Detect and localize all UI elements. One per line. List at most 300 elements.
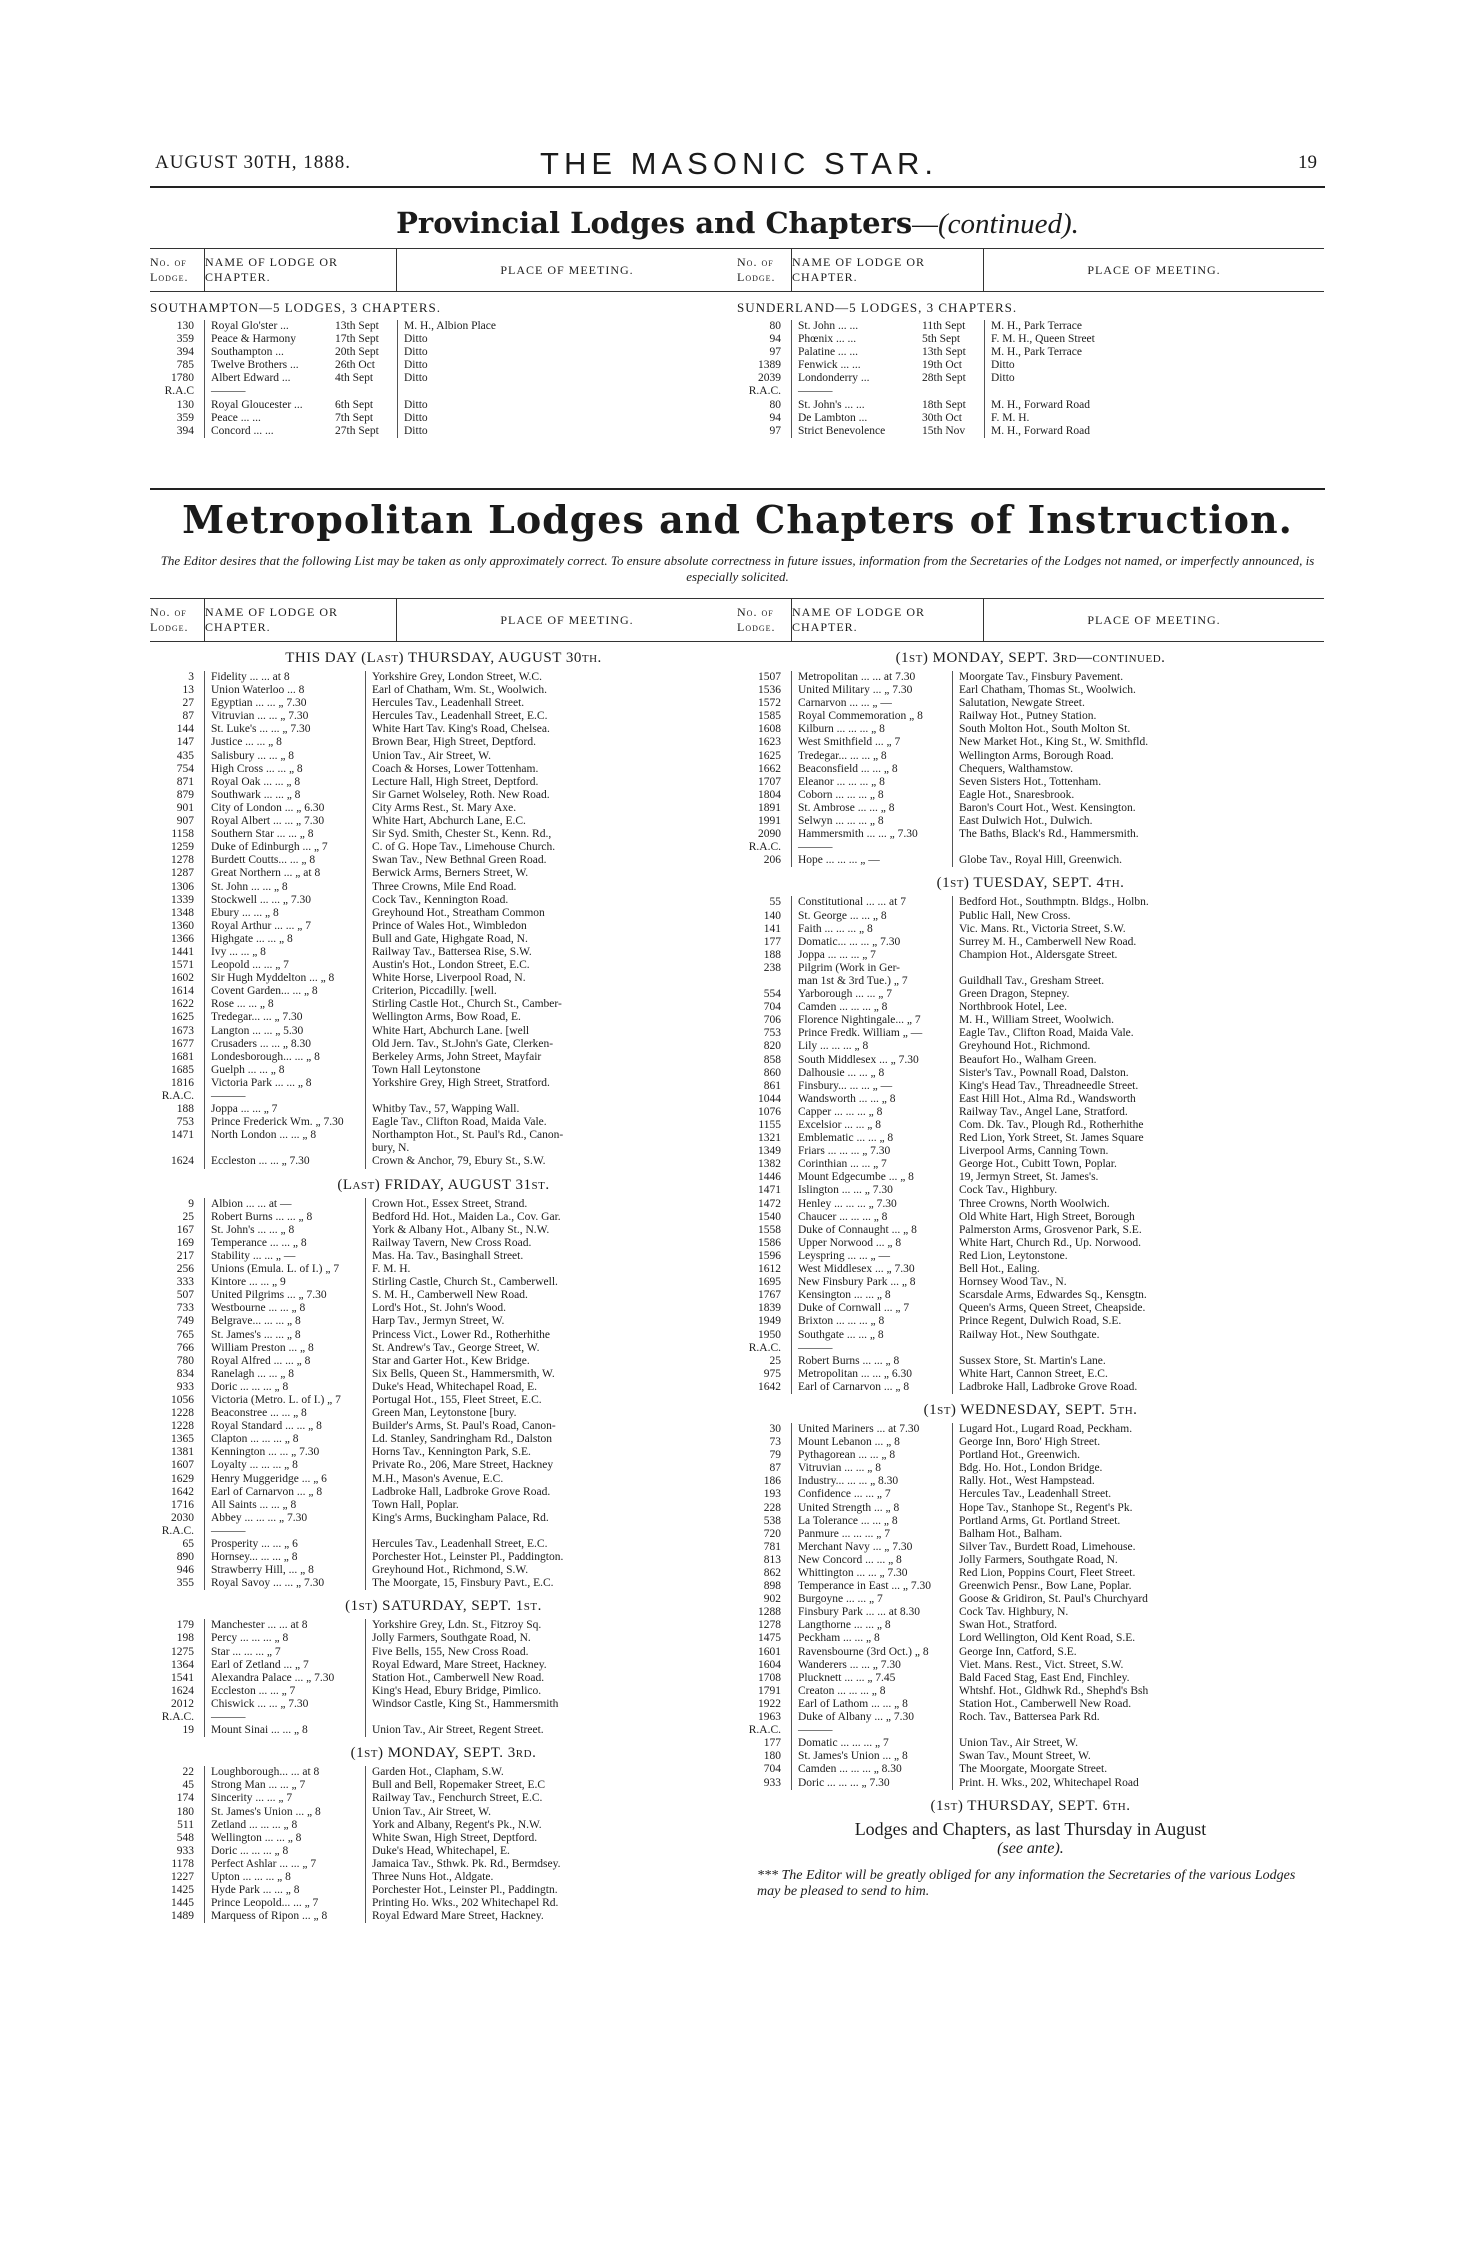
meeting-place: F. M. H.: [984, 412, 1324, 425]
meeting-place: Portland Arms, Gt. Portland Street.: [952, 1515, 1324, 1528]
lodge-name-time: Southern Star ... ... „ 8: [211, 828, 314, 841]
table-row: [150, 320, 737, 333]
lodge-number: R.A.C.: [737, 1342, 792, 1355]
lodge-name-time: Domatic... ... ... „ 7.30: [798, 935, 901, 948]
meeting-place: Roch. Tav., Battersea Park Rd.: [952, 1711, 1324, 1724]
table-row: [150, 1724, 737, 1737]
table-row: [737, 385, 1324, 398]
lodge-name-time: Ebury ... ... „ 8: [211, 906, 279, 919]
provincial-right-col: [737, 248, 1324, 438]
provincial-right-head: [737, 248, 1324, 292]
lodge-name-time: Corinthian ... ... „ 7: [798, 1158, 887, 1171]
meeting-place: Swan Hot., Stratford.: [952, 1619, 1324, 1632]
meeting-place: M.H., Mason's Avenue, E.C.: [365, 1473, 737, 1486]
table-row: [150, 1302, 737, 1315]
lodge-number: 1475: [737, 1632, 792, 1645]
meeting-place: Prince of Wales Hot., Wimbledon: [365, 920, 737, 933]
table-row: [150, 1025, 737, 1038]
meeting-place: Station Hot., Camberwell New Road.: [952, 1698, 1324, 1711]
table-row: [737, 750, 1324, 763]
table-row: [150, 894, 737, 907]
lodge-number: 186: [737, 1475, 792, 1488]
lodge-name-time: Marquess of Ripon ... „ 8: [211, 1910, 328, 1923]
lodge-number: 180: [150, 1806, 205, 1819]
lodge-name-time: Pilgrim (Work in Ger-: [798, 961, 901, 974]
lodge-name-time: Camden ... ... ... „ 8: [798, 1001, 888, 1014]
metropolitan-title: Metropolitan Lodges and Chapters of Instruction.: [182, 497, 1293, 542]
lodge-number: 1365: [150, 1433, 205, 1446]
meeting-place: Bull and Gate, Highgate Road, N.: [365, 933, 737, 946]
lodge-number: 1259: [150, 841, 205, 854]
lodge-number: 394: [150, 346, 205, 359]
lodge-name-time: Islington ... ... „ 7.30: [798, 1184, 893, 1197]
day-heading: (Last) FRIDAY, AUGUST 31st.: [337, 1176, 550, 1193]
lodge-number: 766: [150, 1342, 205, 1355]
lodge-number: 933: [737, 1777, 792, 1790]
meeting-place: Red Lion, Leytonstone.: [952, 1250, 1324, 1263]
lodge-name-time: Prince Fredk. William „ —: [798, 1027, 923, 1040]
meeting-place: Hercules Tav., Leadenhall Street.: [365, 697, 737, 710]
lodge-number: 946: [150, 1564, 205, 1577]
lodge-number: 9: [150, 1198, 205, 1211]
lodge-name-time: Prosperity ... ... „ 6: [211, 1538, 298, 1550]
meeting-place: Porchester Hot., Leinster Pl., Paddingtn.: [365, 1884, 737, 1897]
table-row: [150, 333, 737, 346]
lodge-name-time: Belgrave... ... ... „ 8: [211, 1315, 301, 1328]
meeting-date: 17th Sept: [335, 333, 379, 346]
lodge-number: 1472: [737, 1198, 792, 1211]
day-heading: (1st) THURSDAY, SEPT. 6th.: [930, 1797, 1131, 1814]
table-row: [150, 671, 737, 684]
lodge-name-time: Coborn ... ... ... „ 8: [798, 788, 884, 801]
meeting-place: F. M. H.: [365, 1263, 737, 1276]
table-row: [737, 988, 1324, 1001]
lodge-number: 858: [737, 1054, 792, 1067]
lodge-name-time: ———: [798, 1341, 833, 1354]
table-row: [150, 1198, 737, 1211]
lodge-number: 1922: [737, 1698, 792, 1711]
lodge-name-time: Burdett Coutts... ... „ 8: [211, 854, 316, 867]
lodge-number: 1471: [150, 1129, 205, 1142]
lodge-number: 1991: [737, 815, 792, 828]
table-row: [737, 1080, 1324, 1093]
page-header: [0, 0, 1478, 205]
lodge-name-time: Perfect Ashlar ... ... „ 7: [211, 1857, 317, 1870]
table-row: [150, 1766, 737, 1779]
lodge-number: 720: [737, 1528, 792, 1541]
table-row: [150, 1038, 737, 1051]
meeting-place: Lugard Hot., Lugard Road, Peckham.: [952, 1423, 1324, 1436]
table-row: [150, 1090, 737, 1103]
lodge-number: 1695: [737, 1276, 792, 1289]
meeting-place: New Market Hot., King St., W. Smithfld.: [952, 736, 1324, 749]
table-row: [150, 802, 737, 815]
lodge-number: 554: [737, 988, 792, 1001]
lodge-name-time: West Smithfield ... „ 7: [798, 736, 901, 749]
table-row: [737, 1724, 1324, 1737]
lodge-number: 130: [150, 399, 205, 412]
table-row: [737, 1554, 1324, 1567]
lodge-number: 538: [737, 1515, 792, 1528]
lodge-name-time: Ravensbourne (3rd Oct.) „ 8: [798, 1645, 929, 1658]
lodge-number: R.A.C.: [150, 1525, 205, 1538]
lodge-name-time: Westbourne ... ... „ 8: [211, 1302, 306, 1315]
day-heading: (1st) WEDNESDAY, SEPT. 5th.: [923, 1401, 1138, 1418]
lodge-number: 890: [150, 1551, 205, 1564]
lodge-name-time: Zetland ... ... ... „ 8: [211, 1818, 298, 1831]
lodge-name-time: man 1st & 3rd Tue.) „ 7: [798, 974, 908, 987]
table-row: [737, 1250, 1324, 1263]
table-row: [150, 1103, 737, 1116]
lodge-number: 1364: [150, 1659, 205, 1672]
col-no-header: No. of Lodge.: [737, 248, 792, 292]
lodge-name-time: Eleanor ... ... ... „ 8: [798, 775, 885, 788]
lodge-number: 1625: [737, 750, 792, 763]
table-row: [737, 1027, 1324, 1040]
table-row: [737, 854, 1324, 867]
lodge-number: 2090: [737, 828, 792, 841]
meeting-place: Rally. Hot., West Hampstead.: [952, 1475, 1324, 1488]
col-place-header: PLACE OF MEETING.: [1087, 262, 1221, 277]
meeting-place: Three Crowns, Mile End Road.: [365, 881, 737, 894]
lodge-number: 45: [150, 1779, 205, 1792]
table-row: [737, 1685, 1324, 1698]
editor-footnote: *** The Editor will be greatly obliged for any information the Secretaries of the various Lodges may be pleased to send to him.: [757, 1867, 1296, 1899]
table-row: [737, 896, 1324, 909]
meeting-place: Union Tav., Air Street, W.: [365, 1806, 737, 1819]
lodge-name-time: Finsbury Park ... ... at 8.30: [798, 1606, 921, 1619]
meeting-place: Bedford Hot., Southmptn. Bldgs., Holbn.: [952, 896, 1324, 909]
lodge-name: ———: [211, 385, 246, 398]
meeting-place: Railway Tav., Fenchurch Street, E.C.: [365, 1792, 737, 1805]
table-row: [737, 1106, 1324, 1119]
lodge-number: 1804: [737, 789, 792, 802]
lodge-number: 749: [150, 1315, 205, 1328]
meeting-place: Greenwich Pensr., Bow Lane, Poplar.: [952, 1580, 1324, 1593]
meeting-place: Earl Chatham, Thomas St., Woolwich.: [952, 684, 1324, 697]
meeting-place: [952, 1342, 1324, 1355]
lodge-name-time: Confidence ... ... „ 7: [798, 1488, 891, 1501]
table-row: [737, 697, 1324, 710]
lodge-name-time: Metropolitan ... ... at 7.30: [798, 671, 916, 683]
lodge-name-time: United Pilgrims ... „ 7.30: [211, 1289, 327, 1302]
lodge-name-time: La Tolerance ... ... „ 8: [798, 1514, 898, 1527]
table-row: [737, 1158, 1324, 1171]
lodge-number: 19: [150, 1724, 205, 1737]
lodge-name-time: Unions (Emula. L. of I.) „ 7: [211, 1263, 340, 1276]
lodge-number: 1662: [737, 763, 792, 776]
table-row: [150, 1011, 737, 1024]
lodge-name-time: Doric ... ... ... „ 7.30: [798, 1776, 890, 1789]
table-row: [737, 1289, 1324, 1302]
meeting-date: 20th Sept: [335, 346, 379, 359]
table-row: [737, 1224, 1324, 1237]
lodge-name-time: Industry... ... ... „ 8.30: [798, 1475, 899, 1488]
meeting-date: 13th Sept: [922, 346, 966, 359]
meeting-place: St. Andrew's Tav., George Street, W.: [365, 1342, 737, 1355]
lodge-name-time: Union Waterloo ... 8: [211, 684, 305, 697]
lodge-name-time: Sincerity ... ... „ 7: [211, 1792, 293, 1805]
lodge-number: 27: [150, 697, 205, 710]
lodge-name-time: Sir Hugh Myddelton ... „ 8: [211, 972, 335, 985]
lodge-number: 1287: [150, 867, 205, 880]
table-row: [150, 946, 737, 959]
meeting-place: Com. Dk. Tav., Plough Rd., Rotherhithe: [952, 1119, 1324, 1132]
lodge-name-time: Upton ... ... ... „ 8: [211, 1870, 291, 1883]
lodge-number: 765: [150, 1329, 205, 1342]
meeting-place: Bedford Hd. Hot., Maiden La., Cov. Gar.: [365, 1211, 737, 1224]
lodge-name-time: Royal Alfred ... ... „ 8: [211, 1354, 311, 1367]
meeting-place: [984, 385, 1324, 398]
table-row: [150, 697, 737, 710]
lodge-name-time: St. James's Union ... „ 8: [211, 1805, 321, 1818]
table-row: [737, 1436, 1324, 1449]
meeting-date: 13th Sept: [335, 320, 379, 332]
table-row: [737, 1711, 1324, 1724]
table-row: [150, 985, 737, 998]
table-row: [737, 1541, 1324, 1554]
meeting-place: [365, 1711, 737, 1724]
lodge-number: 1602: [150, 972, 205, 985]
lodge-number: 1044: [737, 1093, 792, 1106]
table-row: [150, 933, 737, 946]
lodge-number: 1425: [150, 1884, 205, 1897]
lodge-number: R.A.C.: [737, 385, 792, 398]
lodge-name-time: Carnarvon ... ... „ —: [798, 697, 892, 710]
lodge-name-time: Salisbury ... ... „ 8: [211, 749, 295, 762]
table-row: [150, 1711, 737, 1724]
lodge-name-time: North London ... ... „ 8: [211, 1129, 317, 1142]
lodge-number: 1949: [737, 1315, 792, 1328]
lodge-name-time: Friars ... ... ... „ 7.30: [798, 1145, 891, 1158]
lodge-number: 333: [150, 1276, 205, 1289]
lodge-number: 1366: [150, 933, 205, 946]
meeting-place: Railway Tav., Battersea Rise, S.W.: [365, 946, 737, 959]
lodge-number: 1178: [150, 1858, 205, 1871]
meeting-place: Austin's Hot., London Street, E.C.: [365, 959, 737, 972]
lodge-number: 188: [737, 949, 792, 962]
meeting-place: bury, N.: [365, 1142, 737, 1155]
lodge-number: 2012: [150, 1698, 205, 1711]
meeting-place: Criterion, Piccadilly. [well.: [365, 985, 737, 998]
lodge-name-time: Tredegar... ... ... „ 8: [798, 749, 887, 762]
lodge-name-time: Londesborough... ... „ 8: [211, 1050, 320, 1063]
table-row: [737, 1093, 1324, 1106]
lodge-number: 198: [150, 1632, 205, 1645]
meeting-place: Ditto: [397, 412, 737, 425]
lodge-number: 1076: [737, 1106, 792, 1119]
lodge-number: 1625: [150, 1011, 205, 1024]
provincial-left-col: [150, 248, 737, 438]
table-row: [737, 1646, 1324, 1659]
table-row: [737, 1184, 1324, 1197]
meeting-place: Berwick Arms, Berners Street, W.: [365, 867, 737, 880]
lodge-name-time: Robert Burns ... ... „ 8: [798, 1354, 900, 1367]
lodge-number: 1623: [737, 736, 792, 749]
table-row: [737, 1632, 1324, 1645]
table-row: [737, 789, 1324, 802]
lodge-number: 177: [737, 1737, 792, 1750]
table-row: [737, 684, 1324, 697]
day-heading: (1st) MONDAY, SEPT. 3rd.: [350, 1745, 537, 1762]
lodge-name-time: Excelsior ... ... „ 8: [798, 1119, 882, 1131]
lodge-name-time: Clapton ... ... ... „ 8: [211, 1433, 299, 1446]
table-row: [150, 1250, 737, 1263]
table-row: [150, 1342, 737, 1355]
table-row: [150, 1845, 737, 1858]
lodge-name-time: ———: [211, 1711, 246, 1724]
meeting-date: 4th Sept: [335, 372, 374, 385]
lodge-name-time: Hyde Park ... ... „ 8: [211, 1884, 300, 1897]
lodge-name-time: All Saints ... ... „ 8: [211, 1498, 297, 1511]
lodge-number: 256: [150, 1263, 205, 1276]
table-row: [150, 1142, 737, 1155]
lodge-number: 1963: [737, 1711, 792, 1724]
lodge-number: 1767: [737, 1289, 792, 1302]
lodge-name-time: Royal Oak ... ... „ 8: [211, 775, 301, 788]
lodge-number: 3: [150, 671, 205, 684]
lodge-name-time: Duke of Cornwall ... „ 7: [798, 1302, 910, 1315]
lodge-number: 1839: [737, 1302, 792, 1315]
meeting-place: Ld. Stanley, Sandringham Rd., Dalston: [365, 1433, 737, 1446]
lodge-number: 1586: [737, 1237, 792, 1250]
lodge-number: R.A.C.: [737, 841, 792, 854]
meeting-place: Royal Edward Mare Street, Hackney.: [365, 1910, 737, 1923]
lodge-number: 80: [737, 320, 792, 333]
table-row: [150, 1632, 737, 1645]
lodge-number: 1571: [150, 959, 205, 972]
lodge-name: Albert Edward ...: [211, 372, 291, 385]
lodge-number: 1489: [150, 1910, 205, 1923]
table-row: [737, 412, 1324, 425]
lodge-name-time: Chiswick ... ... „ 7.30: [211, 1697, 309, 1710]
col-name-header: NAME OF LODGE OR CHAPTER.: [792, 248, 984, 292]
lodge-number: 140: [737, 910, 792, 923]
table-row: [150, 998, 737, 1011]
meeting-place: Swan Tav., New Bethnal Green Road.: [365, 854, 737, 867]
editor-note: The Editor desires that the following List may be taken as only approximately correct. To ensure absolute correctness in future issues, information from the Secretaries of the Lodges not named, or imperfectly announced, is especially solicited.: [160, 553, 1315, 584]
lodge-name-time: Kennington ... ... „ 7.30: [211, 1446, 320, 1459]
lodge-number: 1677: [150, 1038, 205, 1051]
meeting-place: Jolly Farmers, Southgate Road, N.: [952, 1554, 1324, 1567]
table-row: [150, 763, 737, 776]
lodge-name-time: Henley ... ... ... „ 7.30: [798, 1197, 897, 1210]
meeting-place: Three Nuns Hot., Aldgate.: [365, 1871, 737, 1884]
section-rule: [150, 488, 1325, 490]
lodge-name-time: Beaconstree ... ... „ 8: [211, 1407, 307, 1420]
meeting-place: Palmerston Arms, Grosvenor Park, S.E.: [952, 1224, 1324, 1237]
lodge-name-time: United Mariners ... at 7.30: [798, 1422, 920, 1435]
table-row: [150, 359, 737, 372]
meeting-place: Guildhall Tav., Gresham Street.: [952, 975, 1324, 988]
lodge-name-time: Panmure ... ... ... „ 7: [798, 1527, 890, 1540]
lodge-name-time: Victoria (Metro. L. of I.) „ 7: [211, 1393, 341, 1406]
meeting-place: York and Albany, Regent's Pk., N.W.: [365, 1819, 737, 1832]
col-name-header: NAME OF LODGE OR CHAPTER.: [792, 598, 984, 642]
table-row: [150, 1355, 737, 1368]
table-row: [737, 1763, 1324, 1776]
lodge-number: 898: [737, 1580, 792, 1593]
table-row: [150, 1897, 737, 1910]
meeting-place: Green Dragon, Stepney.: [952, 988, 1324, 1001]
meeting-place: Swan Tav., Mount Street, W.: [952, 1750, 1324, 1763]
table-row: [737, 1355, 1324, 1368]
lodge-name-time: Leopold ... ... „ 7: [211, 959, 289, 972]
lodge-number: 1780: [150, 372, 205, 385]
lodge-name-time: Hornsey... ... ... „ 8: [211, 1551, 298, 1564]
lodge-number: 1572: [737, 697, 792, 710]
metro-left-col: [150, 598, 737, 1923]
lodge-number: 2030: [150, 1512, 205, 1525]
lodge-number: 933: [150, 1381, 205, 1394]
table-row: [150, 920, 737, 933]
table-row: [150, 1659, 737, 1672]
table-row: [737, 1750, 1324, 1763]
lodge-name-time: Florence Nightingale... „ 7: [798, 1014, 921, 1027]
table-row: [150, 425, 737, 438]
meeting-place: King's Arms, Buckingham Palace, Rd.: [365, 1512, 737, 1525]
meeting-place: Horns Tav., Kennington Park, S.E.: [365, 1446, 737, 1459]
lodge-number: 1381: [150, 1446, 205, 1459]
lodge-name-time: ———: [798, 1724, 833, 1737]
lodge-name-time: Leyspring ... ... „ —: [798, 1249, 890, 1262]
col-place-header: PLACE OF MEETING.: [1087, 612, 1221, 627]
lodge-name: Londonderry ...: [798, 372, 870, 385]
table-row: [737, 923, 1324, 936]
lodge-name-time: Domatic ... ... ... „ 7: [798, 1737, 889, 1750]
meeting-place: Jolly Farmers, Southgate Road, N.: [365, 1632, 737, 1645]
meeting-place: Champion Hot., Aldersgate Street.: [952, 949, 1324, 962]
meeting-place: Moorgate Tav., Finsbury Pavement.: [952, 671, 1324, 684]
table-row: [737, 1237, 1324, 1250]
lodge-name-time: Earl of Carnarvon ... „ 8: [798, 1380, 910, 1393]
table-row: [150, 1538, 737, 1551]
table-row: [150, 907, 737, 920]
lodge-number: 238: [737, 962, 792, 975]
table-row: [737, 671, 1324, 684]
meeting-place: Seven Sisters Hot., Tottenham.: [952, 776, 1324, 789]
meeting-date: 28th Sept: [922, 372, 966, 385]
meeting-place: M. H., William Street, Woolwich.: [952, 1014, 1324, 1027]
lodge-name-time: City of London ... „ 6.30: [211, 801, 325, 814]
table-row: [150, 1910, 737, 1923]
lodge-number: 1441: [150, 946, 205, 959]
lodge-name-time: ———: [798, 841, 833, 854]
lodge-name-time: Ranelagh ... ... „ 8: [211, 1367, 295, 1380]
lodge-name-time: Duke of Edinburgh ... „ 7: [211, 841, 328, 854]
lodge-number: 355: [150, 1577, 205, 1590]
table-row: [150, 1211, 737, 1224]
meeting-place: Eagle Hot., Snaresbrook.: [952, 789, 1324, 802]
lodge-number: 706: [737, 1014, 792, 1027]
lodge-number: 933: [150, 1845, 205, 1858]
lodge-number: 1642: [150, 1486, 205, 1499]
meeting-place: The Moorgate, Moorgate Street.: [952, 1763, 1324, 1776]
meeting-place: F. M. H., Queen Street: [984, 333, 1324, 346]
lodge-number: 820: [737, 1040, 792, 1053]
table-row: [150, 1577, 737, 1590]
table-row: [150, 1499, 737, 1512]
table-row: [150, 1685, 737, 1698]
meeting-date: [335, 385, 397, 398]
table-row: [737, 1145, 1324, 1158]
lodge-number: 1791: [737, 1685, 792, 1698]
lodge-number: 1685: [150, 1064, 205, 1077]
table-row: [737, 841, 1324, 854]
table-row: [737, 1132, 1324, 1145]
lodge-number: 902: [737, 1593, 792, 1606]
table-row: [737, 333, 1324, 346]
